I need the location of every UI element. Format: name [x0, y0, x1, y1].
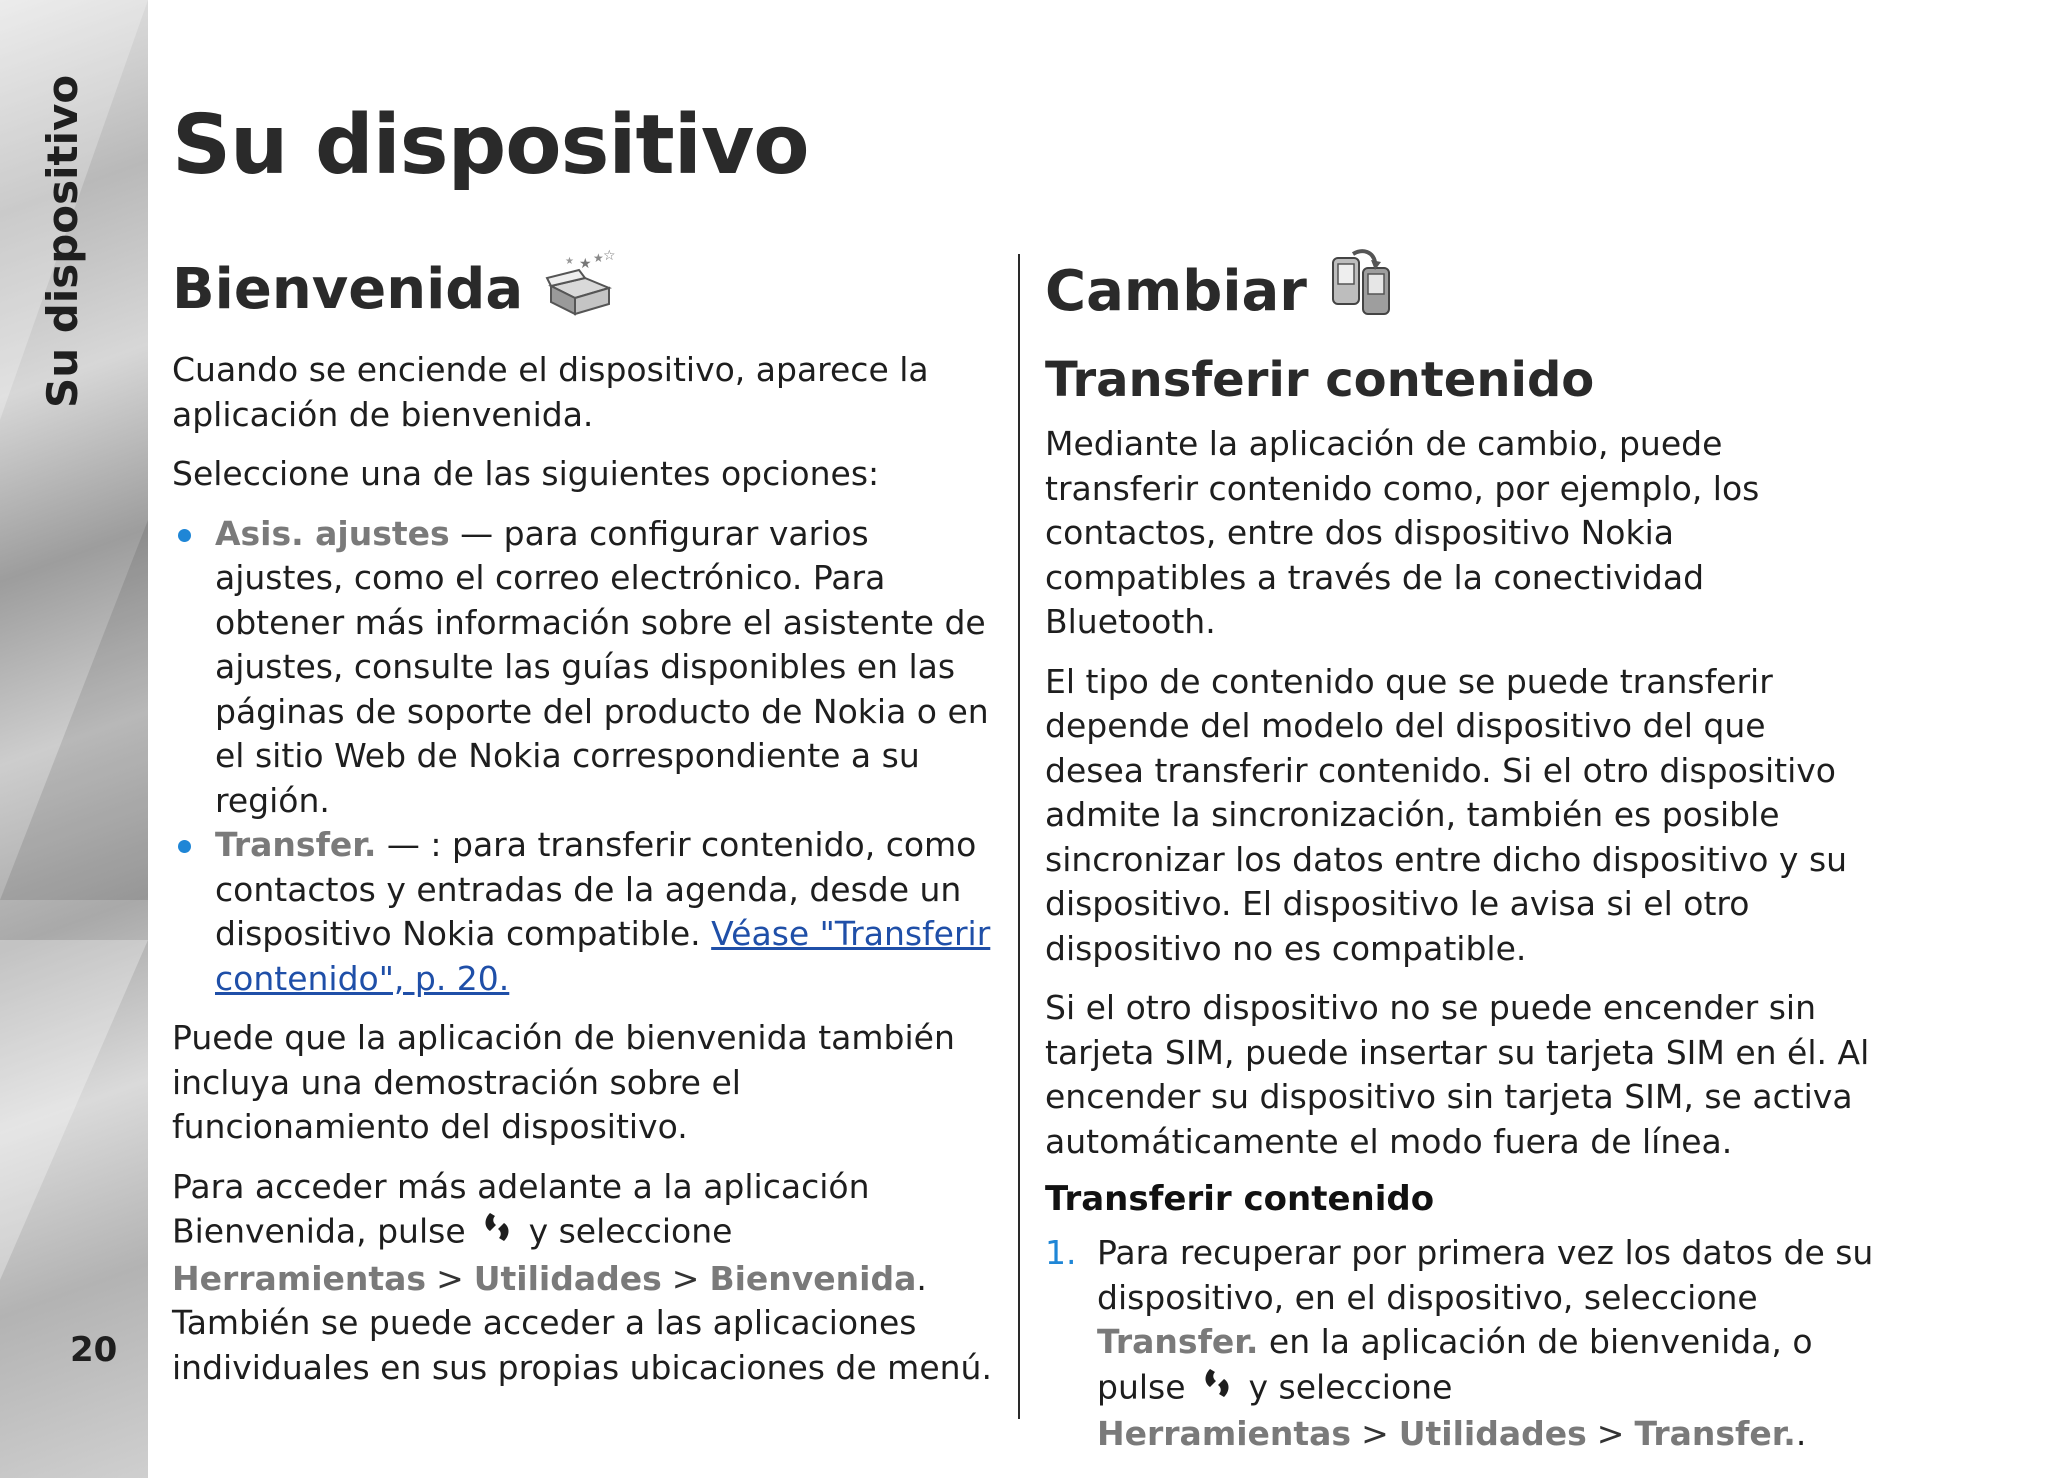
- menu-label-utilidades[interactable]: Utilidades: [1398, 1414, 1587, 1453]
- menu-label-transfer[interactable]: Transfer.: [1634, 1414, 1796, 1453]
- switch-phones-icon: [1329, 248, 1395, 334]
- sidebar-facet: [0, 520, 148, 900]
- text-run: y seleccione: [518, 1211, 733, 1251]
- left-column: [172, 248, 992, 1405]
- paragraph: Si el otro dispositivo no se puede encender sin tarjeta SIM, puede insertar su tarjeta SIM en él. Al encender su dispositivo sin tarjeta SIM, se activa automáticamente el modo fuera de línea.: [1045, 988, 1870, 1161]
- heading-text: Cambiar: [1045, 258, 1307, 324]
- svg-text:☆: ☆: [603, 248, 616, 264]
- option-text: — : para transferir contenido, como contactos y entradas de la agenda, desde un dispositivo Nokia compatible.: [215, 825, 977, 953]
- bullet-icon: [178, 840, 191, 853]
- section-heading-bienvenida: [172, 248, 992, 330]
- options-list: [172, 512, 992, 1002]
- menu-separator: >: [1596, 1414, 1625, 1453]
- chapter-sidebar: [0, 0, 148, 1478]
- option-text: — para configurar varios ajustes, como el correo electrónico. Para obtener más información sobre el asistente de ajustes, consulte las guías disponibles en las páginas de soporte del producto de Nokia o en el sitio Web de Nokia correspondiente a su región.: [215, 513, 989, 820]
- cross-reference-link[interactable]: Véase "Transferir contenido", p. 20.: [215, 914, 991, 998]
- heading-text: Bienvenida: [172, 256, 524, 322]
- paragraph: [172, 1165, 992, 1391]
- bullet-icon: [178, 529, 191, 542]
- text-run: en la aplicación de bienvenida, o pulse: [1097, 1322, 1813, 1406]
- svg-text:★: ★: [565, 256, 575, 267]
- text-run: y seleccione: [1238, 1366, 1453, 1406]
- menu-separator: >: [436, 1258, 464, 1298]
- option-label[interactable]: Transfer.: [215, 825, 377, 864]
- sidebar-section-title: Su dispositivo: [38, 74, 87, 408]
- steps-list: [1045, 1231, 1875, 1457]
- menu-label-bienvenida[interactable]: Bienvenida: [709, 1258, 917, 1298]
- menu-key-icon: [1202, 1365, 1232, 1413]
- menu-separator: >: [1361, 1414, 1389, 1453]
- column-divider: [1018, 254, 1020, 1419]
- svg-text:★: ★: [593, 251, 604, 265]
- sidebar-facet: [0, 940, 148, 1280]
- svg-text:★: ★: [579, 256, 592, 272]
- paragraph: Puede que la aplicación de bienvenida también incluya una demostración sobre el funcionamiento del dispositivo.: [172, 1018, 955, 1146]
- page-title: Su dispositivo: [172, 98, 809, 193]
- page-number: 20: [70, 1330, 118, 1370]
- list-item: [1045, 1231, 1875, 1457]
- menu-key-icon: [482, 1209, 512, 1257]
- option-label[interactable]: Asis. ajustes: [215, 513, 450, 553]
- menu-separator: >: [671, 1258, 700, 1298]
- text-run: Para recuperar por primera vez los datos de su dispositivo, en el dispositivo, seleccione: [1097, 1233, 1874, 1317]
- text-run: Para acceder más adelante a la aplicación Bienvenida, pulse: [172, 1166, 870, 1251]
- menu-label-herramientas[interactable]: Herramientas: [172, 1258, 427, 1298]
- step-number: 1.: [1045, 1233, 1077, 1272]
- section-heading-cambiar: [1045, 248, 1875, 334]
- menu-label-herramientas[interactable]: Herramientas: [1097, 1414, 1352, 1453]
- right-column: [1045, 248, 1875, 1457]
- menu-label-transfer[interactable]: Transfer.: [1097, 1322, 1259, 1361]
- paragraph: El tipo de contenido que se puede transferir depende del modelo del dispositivo del que desea transferir contenido. Si el otro dispositivo admite la sincronización, también es posible sincronizar los datos entre dicho dispositivo y su dispositivo. El dispositivo le avisa si el otro dispositivo no es compatible.: [1045, 661, 1848, 968]
- menu-label-utilidades[interactable]: Utilidades: [473, 1258, 662, 1298]
- paragraph: Cuando se enciende el dispositivo, aparece la aplicación de bienvenida.: [172, 350, 929, 434]
- text-run: .: [1795, 1414, 1807, 1453]
- subheading: Transferir contenido: [1045, 352, 1595, 408]
- subsection-heading: Transferir contenido: [1045, 1179, 1435, 1219]
- list-item: [172, 512, 992, 824]
- list-item: [172, 823, 992, 1001]
- text-run: . También se puede acceder a las aplicaciones individuales en sus propias ubicaciones de menú.: [172, 1258, 992, 1387]
- welcome-box-icon: [545, 248, 615, 330]
- paragraph: Seleccione una de las siguientes opciones:: [172, 454, 880, 493]
- paragraph: Mediante la aplicación de cambio, puede transferir contenido como, por ejemplo, los contactos, entre dos dispositivo Nokia compatibles a través de la conectividad Bluetooth.: [1045, 424, 1760, 641]
